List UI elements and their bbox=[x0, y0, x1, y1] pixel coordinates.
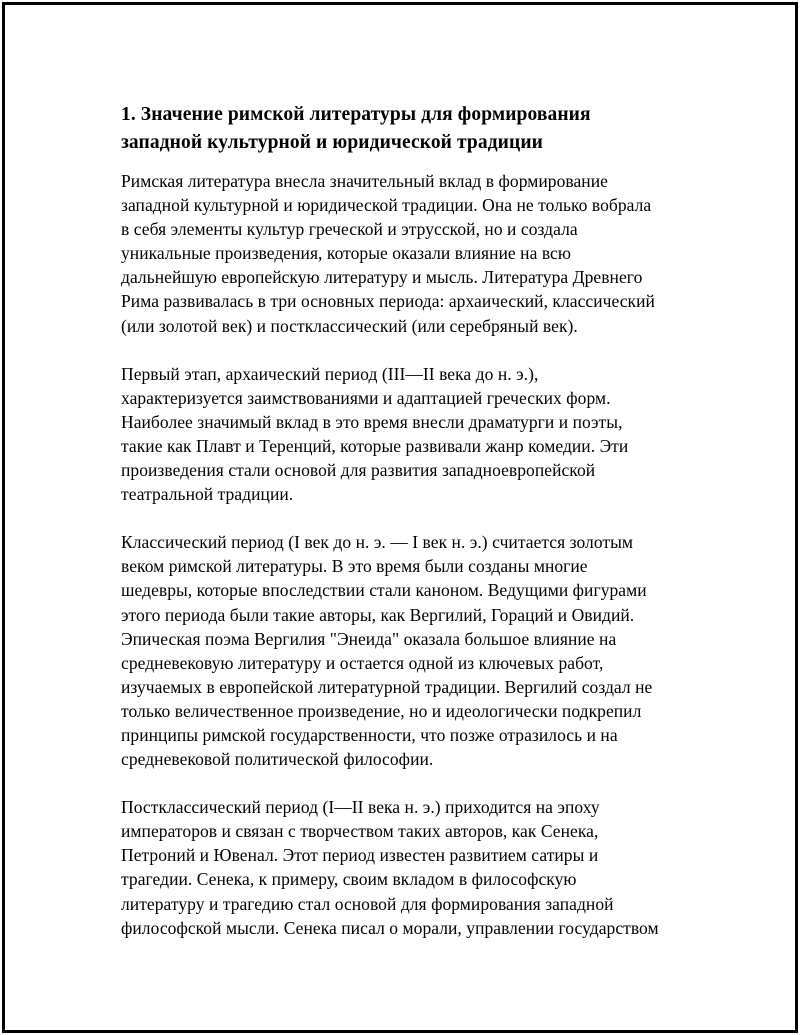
paragraph-line: произведения стали основой для развития западноевропейской bbox=[121, 460, 596, 481]
paragraph-line: театральной традиции. bbox=[121, 484, 294, 505]
paragraph-line: характеризуется заимствованиями и адаптацией греческих форм. bbox=[121, 387, 611, 408]
paragraph-classical-period bbox=[121, 530, 701, 771]
paragraph-line: императоров и связан с творчеством таких авторов, как Сенека, bbox=[121, 821, 599, 842]
paragraph-line: трагедии. Сенека, к примеру, своим вкладом в философскую bbox=[121, 869, 577, 890]
paragraph-intro bbox=[121, 169, 701, 338]
paragraph-line: принципы римской государственности, что позже отразилось и на bbox=[121, 724, 618, 745]
heading-line: западной культурной и юридической традиции bbox=[121, 132, 544, 153]
paragraph-line: философской мысли. Сенека писал о морали, управлении государством bbox=[121, 917, 659, 938]
paragraph-line: уникальные произведения, которые оказали влияние на всю bbox=[121, 243, 571, 264]
section-heading bbox=[121, 101, 701, 157]
paragraph-line: Эпическая поэма Вергилия "Энеида" оказала большое влияние на bbox=[121, 628, 617, 649]
paragraph-line: Рима развивалась в три основных периода: архаический, классический bbox=[121, 291, 655, 312]
paragraph-line: Петроний и Ювенал. Этот период известен развитием сатиры и bbox=[121, 845, 599, 866]
paragraph-line: в себя элементы культур греческой и этрусской, но и создала bbox=[121, 219, 578, 240]
paragraph-archaic-period bbox=[121, 362, 701, 507]
paragraph-line: (или золотой век) и постклассический (или серебряный век). bbox=[121, 315, 578, 336]
paragraph-line: веком римской литературы. В это время были созданы многие bbox=[121, 556, 588, 577]
paragraph-line: дальнейшую европейскую литературу и мысль. Литература Древнего bbox=[121, 267, 643, 288]
paragraph-line: изучаемых в европейской литературной традиции. Вергилий создал не bbox=[121, 676, 653, 697]
paragraph-postclassical-period bbox=[121, 795, 701, 940]
paragraph-line: Наиболее значимый вклад в это время внесли драматурги и поэты, bbox=[121, 411, 623, 432]
paragraph-line: литературу и трагедию стал основой для формирования западной bbox=[121, 893, 614, 914]
paragraph-line: Постклассический период (I—II века н. э.) приходится на эпоху bbox=[121, 797, 600, 818]
paragraph-line: западной культурной и юридической традиции. Она не только вобрала bbox=[121, 195, 652, 216]
page-frame bbox=[2, 2, 798, 1033]
paragraph-line: такие как Плавт и Теренций, которые развивали жанр комедии. Эти bbox=[121, 435, 629, 456]
paragraph-line: шедевры, которые впоследствии стали каноном. Ведущими фигурами bbox=[121, 580, 647, 601]
document-content bbox=[121, 101, 701, 964]
paragraph-line: Римская литература внесла значительный вклад в формирование bbox=[121, 171, 608, 191]
paragraph-line: Первый этап, архаический период (III—II века до н. э.), bbox=[121, 363, 539, 384]
paragraph-line: средневековую литературу и остается одной из ключевых работ, bbox=[121, 652, 604, 673]
heading-line: 1. Значение римской литературы для формирования bbox=[121, 104, 591, 125]
paragraph-line: средневековой политической философии. bbox=[121, 749, 434, 770]
paragraph-line: Классический период (I век до н. э. — I век н. э.) считается золотым bbox=[121, 532, 634, 553]
paragraph-line: только величественное произведение, но и идеологически подкрепил bbox=[121, 700, 642, 721]
paragraph-line: этого периода были такие авторы, как Вергилий, Гораций и Овидий. bbox=[121, 604, 635, 625]
